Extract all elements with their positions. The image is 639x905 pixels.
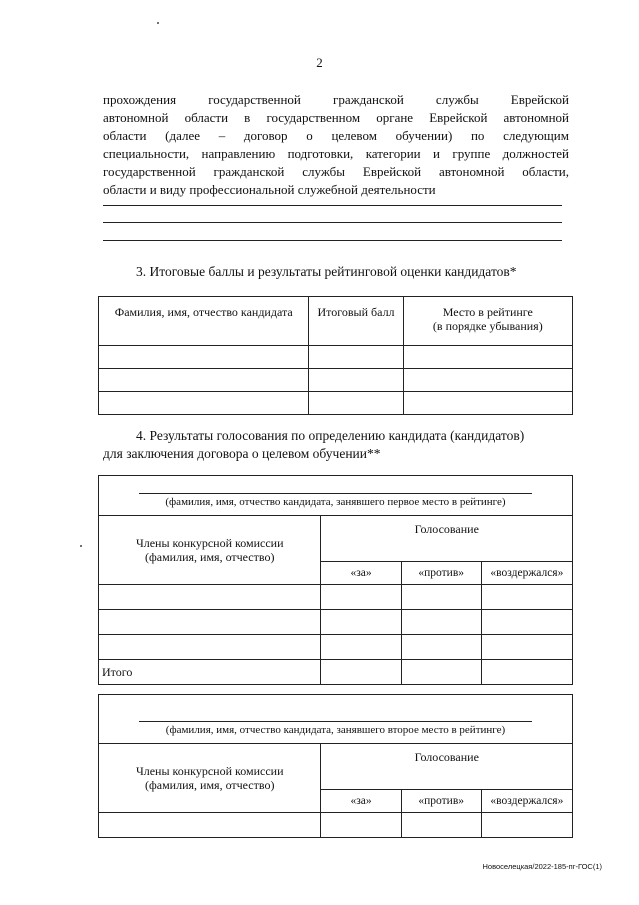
second-place-candidate-cell[interactable] — [99, 695, 573, 744]
voting-header: Голосование — [321, 516, 573, 562]
table-cell[interactable] — [321, 660, 401, 685]
table-cell[interactable] — [99, 346, 309, 369]
table-cell[interactable] — [309, 392, 403, 415]
table-cell[interactable] — [481, 660, 572, 685]
members-label: Члены конкурсной комиссии — [135, 764, 284, 778]
section4-title-line1: 4. Результаты голосования по определению кандидата (кандидатов) — [136, 428, 525, 443]
table-cell[interactable] — [481, 635, 572, 660]
rank-label: Место в рейтинге — [442, 305, 533, 319]
vote-against-header: «против» — [401, 790, 481, 813]
table-cell[interactable] — [99, 635, 321, 660]
table-cell[interactable] — [321, 610, 401, 635]
rank-order-label: (в порядке убывания) — [432, 319, 543, 333]
table-row — [99, 635, 573, 660]
total-row — [99, 660, 573, 685]
table-row — [99, 392, 573, 415]
voting-table-first-place — [98, 475, 573, 685]
voting-table-second-place — [98, 694, 573, 838]
table-cell[interactable] — [321, 635, 401, 660]
section4-title-line2: для заключения договора о целевом обучении** — [103, 446, 381, 461]
total-label: Итого — [99, 660, 321, 685]
scan-speck — [80, 545, 82, 547]
table-cell[interactable] — [99, 813, 321, 838]
document-reference: Новоселецкая/2022-185-пг-ГОС(1) — [482, 862, 602, 871]
rating-table — [98, 296, 573, 415]
members-sublabel: (фамилия, имя, отчество) — [144, 778, 275, 792]
table-row — [99, 585, 573, 610]
fill-in-line[interactable] — [103, 222, 562, 223]
vote-abstain-header: «воздержался» — [481, 562, 572, 585]
table-cell[interactable] — [481, 610, 572, 635]
table-cell[interactable] — [403, 369, 572, 392]
table-row — [99, 346, 573, 369]
table-cell[interactable] — [401, 660, 481, 685]
table-cell[interactable] — [481, 813, 572, 838]
second-place-caption: (фамилия, имя, отчество кандидата, занявшего второе место в рейтинге) — [165, 724, 506, 736]
vote-against-header: «против» — [401, 562, 481, 585]
column-header-final-score: Итоговый балл — [309, 297, 403, 346]
table-cell[interactable] — [403, 392, 572, 415]
section3-title: 3. Итоговые баллы и результаты рейтинговой оценки кандидатов* — [136, 264, 517, 279]
paragraph-line: области и виду профессиональной служебной деятельности — [103, 182, 436, 197]
fill-in-line[interactable] — [103, 205, 562, 206]
table-cell[interactable] — [99, 610, 321, 635]
paragraph-line: области (далее – договор о целевом обучении) по следующим — [103, 128, 569, 143]
members-label: Члены конкурсной комиссии — [135, 536, 284, 550]
members-sublabel: (фамилия, имя, отчество) — [144, 550, 275, 564]
paragraph-line: автономной области в государственном органе Еврейской автономной — [103, 110, 569, 125]
table-cell[interactable] — [99, 392, 309, 415]
column-header-rank — [403, 297, 572, 346]
table-cell[interactable] — [401, 610, 481, 635]
paragraph-line: прохождения государственной гражданской службы Еврейской — [103, 92, 569, 107]
table-cell[interactable] — [401, 585, 481, 610]
first-place-caption: (фамилия, имя, отчество кандидата, занявшего первое место в рейтинге) — [165, 496, 506, 508]
vote-for-header: «за» — [321, 790, 401, 813]
table-cell[interactable] — [99, 585, 321, 610]
table-row — [99, 813, 573, 838]
candidate-name-line — [139, 493, 532, 494]
table-row — [99, 610, 573, 635]
paragraph-line: специальности, направлению подготовки, категории и группе должностей — [103, 146, 569, 161]
page-number: 2 — [316, 55, 323, 70]
table-cell[interactable] — [309, 346, 403, 369]
paragraph-line: государственной гражданской службы Еврейской автономной области, — [103, 164, 569, 179]
fill-in-line[interactable] — [103, 240, 562, 241]
candidate-name-line — [139, 721, 532, 722]
table-cell[interactable] — [401, 635, 481, 660]
table-cell[interactable] — [321, 585, 401, 610]
voting-header: Голосование — [321, 744, 573, 790]
table-cell[interactable] — [321, 813, 401, 838]
members-header — [99, 516, 321, 585]
table-cell[interactable] — [309, 369, 403, 392]
first-place-candidate-cell[interactable] — [99, 476, 573, 516]
intro-paragraph — [103, 91, 569, 199]
table-cell[interactable] — [403, 346, 572, 369]
column-header-candidate-name: Фамилия, имя, отчество кандидата — [99, 297, 309, 346]
table-row — [99, 369, 573, 392]
scan-speck — [157, 22, 159, 24]
table-cell[interactable] — [401, 813, 481, 838]
members-header — [99, 744, 321, 813]
vote-abstain-header: «воздержался» — [481, 790, 572, 813]
vote-for-header: «за» — [321, 562, 401, 585]
table-cell[interactable] — [99, 369, 309, 392]
table-cell[interactable] — [481, 585, 572, 610]
